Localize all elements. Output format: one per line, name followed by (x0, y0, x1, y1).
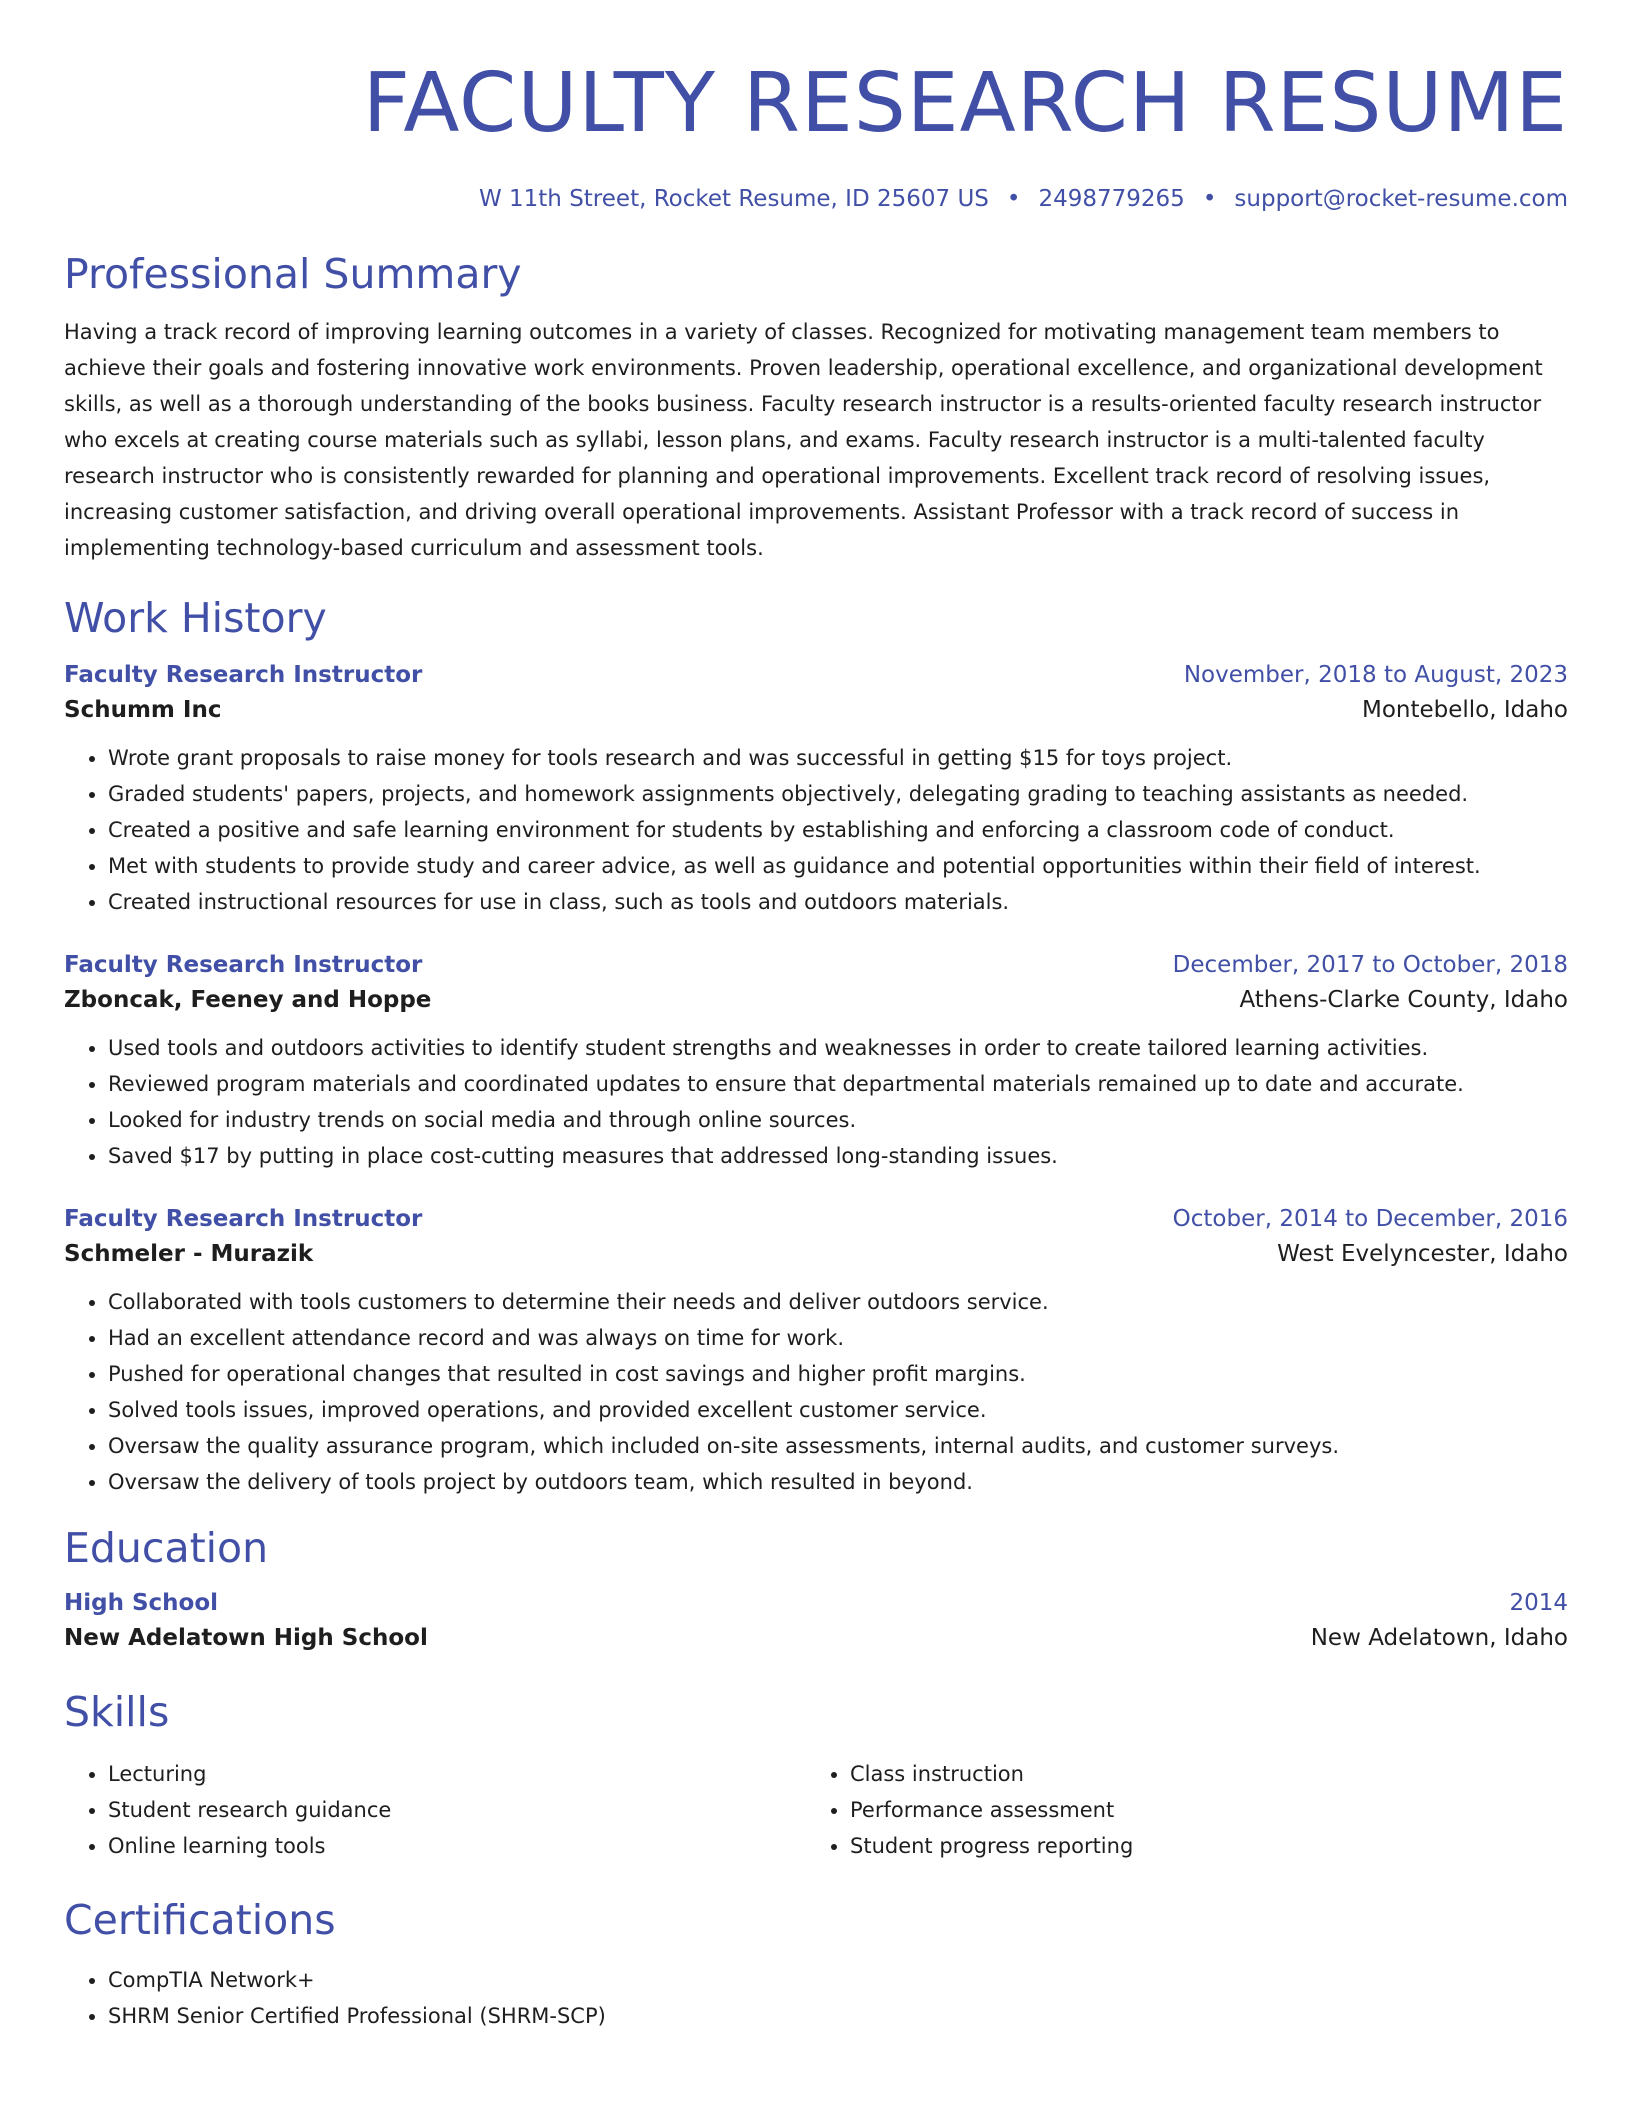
job-entry (64, 1202, 1568, 1500)
job-bullet: • Met with students to provide study and career advice, as well as guidance and potential opportunities within their field of interest. (108, 848, 1568, 884)
contact-separator: • (1006, 186, 1021, 212)
certifications-section (64, 1894, 1568, 2034)
contact-separator: • (1202, 186, 1217, 212)
skill-item: • Lecturing (108, 1756, 806, 1792)
job-bullet: • Used tools and outdoors activities to identify student strengths and weaknesses in order to create tailored learning activities. (108, 1030, 1568, 1066)
job-bullet: • Had an excellent attendance record and was always on time for work. (108, 1320, 1568, 1356)
contact-line (64, 184, 1568, 214)
job-bullet: • Saved $17 by putting in place cost-cutting measures that addressed long-standing issues. (108, 1138, 1568, 1174)
summary-section (64, 248, 1568, 566)
job-dates: October, 2014 to December, 2016 (1172, 1206, 1568, 1232)
job-location: West Evelyncester, Idaho (1277, 1241, 1568, 1267)
skill-item: • Online learning tools (108, 1828, 806, 1864)
skills-column-right (806, 1756, 1548, 1864)
job-bullets (64, 740, 1568, 920)
job-bullet: • Looked for industry trends on social media and through online sources. (108, 1102, 1568, 1138)
education-year: 2014 (1509, 1590, 1568, 1616)
skills-title: Skills (64, 1688, 170, 1736)
job-location: Athens-Clarke County, Idaho (1239, 987, 1568, 1013)
job-bullet: • Reviewed program materials and coordinated updates to ensure that departmental materials remained up to date and accurate. (108, 1066, 1568, 1102)
job-bullet: • Created a positive and safe learning environment for students by establishing and enforcing a classroom code of conduct. (108, 812, 1568, 848)
job-company: Zboncak, Feeney and Hoppe (64, 987, 432, 1013)
resume-name: FACULTY RESEARCH RESUME (362, 56, 1568, 151)
certifications-list (64, 1962, 1568, 2034)
certification-item: • CompTIA Network+ (108, 1962, 1568, 1998)
job-bullet: • Oversaw the delivery of tools project by outdoors team, which resulted in beyond. (108, 1464, 1568, 1500)
job-title: Faculty Research Instructor (64, 952, 423, 978)
job-bullet: • Created instructional resources for use in class, such as tools and outdoors materials. (108, 884, 1568, 920)
job-bullet: • Wrote grant proposals to raise money for tools research and was successful in getting $15 for toys project. (108, 740, 1568, 776)
job-bullet: • Graded students' papers, projects, and homework assignments objectively, delegating grading to teaching assistants as needed. (108, 776, 1568, 812)
contact-email: support@rocket-resume.com (1234, 186, 1568, 212)
contact-address: W 11th Street, Rocket Resume, ID 25607 US (478, 186, 989, 212)
skill-item: • Performance assessment (850, 1792, 1548, 1828)
education-entry (64, 1586, 1568, 1656)
job-bullet: • Oversaw the quality assurance program, which included on-site assessments, internal audits, and customer surveys. (108, 1428, 1568, 1464)
job-bullets (64, 1284, 1568, 1500)
skill-item: • Student research guidance (108, 1792, 806, 1828)
skills-column-left (64, 1756, 806, 1864)
job-entry (64, 948, 1568, 1174)
work-history-title: Work History (64, 594, 327, 642)
education-title: Education (64, 1524, 269, 1572)
certification-item: • SHRM Senior Certified Professional (SHRM-SCP) (108, 1998, 1568, 2034)
contact-phone: 2498779265 (1038, 186, 1185, 212)
education-degree: High School (64, 1590, 219, 1616)
job-entry (64, 658, 1568, 920)
job-dates: November, 2018 to August, 2023 (1183, 662, 1568, 688)
skill-item: • Student progress reporting (850, 1828, 1548, 1864)
job-bullet: • Pushed for operational changes that resulted in cost savings and higher profit margins. (108, 1356, 1568, 1392)
certifications-title: Certifications (64, 1896, 336, 1944)
job-company: Schmeler - Murazik (64, 1241, 314, 1267)
skills-grid (64, 1756, 1568, 1864)
job-title: Faculty Research Instructor (64, 1206, 423, 1232)
work-history-section (64, 592, 1568, 1500)
skills-section (64, 1686, 1568, 1864)
resume-header (64, 0, 1568, 214)
skill-item: • Class instruction (850, 1756, 1548, 1792)
summary-text: Having a track record of improving learning outcomes in a variety of classes. Recognized for motivating management team members to achieve their goals and fostering innovative work environments. Proven leadership, operational excellence, and organizational development skills, as well as a thorough understanding of the books business. Faculty research instructor is a results-oriented faculty research instructor who excels at creating course materials such as syllabi, lesson plans, and exams. Faculty research instructor is a multi-talented faculty research instructor who is consistently rewarded for planning and operational improvements. Excellent track record of resolving issues, increasing customer satisfaction, and driving overall operational improvements. Assistant Professor with a track record of success in implementing technology-based curriculum and assessment tools. (64, 320, 1543, 560)
education-location: New Adelatown, Idaho (1310, 1625, 1568, 1651)
education-school: New Adelatown High School (64, 1625, 428, 1651)
job-bullets (64, 1030, 1568, 1174)
job-company: Schumm Inc (64, 697, 222, 723)
job-bullet: • Solved tools issues, improved operations, and provided excellent customer service. (108, 1392, 1568, 1428)
education-section (64, 1522, 1568, 1656)
job-location: Montebello, Idaho (1361, 697, 1568, 723)
summary-title: Professional Summary (64, 250, 522, 298)
job-title: Faculty Research Instructor (64, 662, 423, 688)
job-dates: December, 2017 to October, 2018 (1172, 952, 1568, 978)
job-bullet: • Collaborated with tools customers to determine their needs and deliver outdoors service. (108, 1284, 1568, 1320)
